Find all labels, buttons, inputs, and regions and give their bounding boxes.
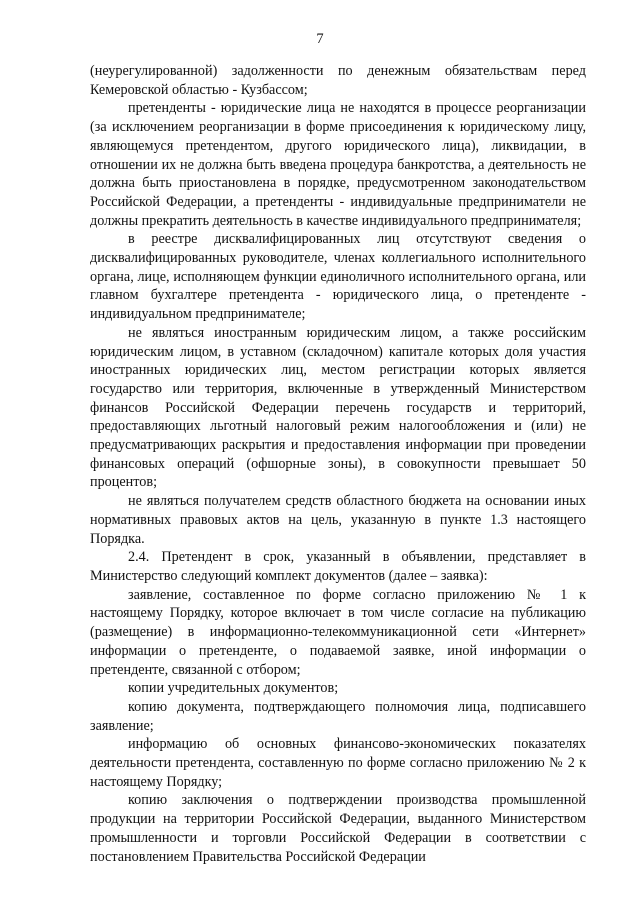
paragraph-production-conclusion: копию заключения о подтверждении производства промышленной продукции на территории Российской Федерации, выданного Министерством промышленности и торговли Российской Федерации в соответствии с постановлением Правительства Российской Федерации [90,792,586,865]
document-body [90,62,586,866]
paragraph-application: заявление, составленное по форме согласно приложению № 1 к настоящему Порядку, которое включает в том числе согласие на публикацию (размещение) в информационно-телекоммуникационной сети «Интернет» информации о претенденте, о подаваемой заявке, иной информации о претенденте, связанной с отбором; [90,586,586,678]
paragraph-section-2-4: 2.4. Претендент в срок, указанный в объявлении, представляет в Министерство следующий комплект документов (далее – заявка): [90,549,586,584]
paragraph-financial-indicators: информацию об основных финансово-экономических показателях деятельности претендента, составленную по форме согласно приложению № 2 к настоящему Порядку; [90,736,586,790]
paragraph-budget-recipient: не являться получателем средств областного бюджета на основании иных нормативных правовых актов на цель, указанную в пункте 1.3 настоящего Порядка. [90,493,586,547]
paragraph-foreign-entity: не являться иностранным юридическим лицом, а также российским юридическим лицом, в уставном (складочном) капитале которых доля участия иностранных юридических лиц, местом регистрации которых является государство или территория, включенные в утвержденный Министерством финансов Российской Федерации перечень государств и территорий, предоставляющих льготный налоговый режим налогообложения и (или) не предусматривающих раскрытия и предоставления информации при проведении финансовых операций (офшорные зоны), в совокупности превышает 50 процентов; [90,324,586,491]
paragraph-disqualified-persons: в реестре дисквалифицированных лиц отсутствуют сведения о дисквалифицированных руководителе, членах коллегиального исполнительного органа, лице, исполняющем функции единоличного исполнительного органа, или главном бухгалтере претендента - юридического лица, о претенденте - индивидуальном предпринимателе; [90,231,586,323]
paragraph-founding-documents: копии учредительных документов; [128,680,339,697]
page-number: 7 [316,31,324,47]
paragraph-reorganization: претенденты - юридические лица не находятся в процессе реорганизации (за исключением реорганизации в форме присоединения к юридическому лицу, являющемуся претендентом, другого юридического лица), ликвидации, в отношении их не должна быть введена процедура банкротства, а деятельность не должна быть приостановлена в порядке, предусмотренном законодательством Российской Федерации, а претенденты - индивидуальные предприниматели не должны прекратить деятельность в качестве индивидуального предпринимателя; [90,100,586,229]
paragraph-debt-continuation: (неурегулированной) задолженности по денежным обязательствам перед Кемеровской областью - Кузбассом; [90,63,586,98]
paragraph-authority-document: копию документа, подтверждающего полномочия лица, подписавшего заявление; [90,698,586,734]
